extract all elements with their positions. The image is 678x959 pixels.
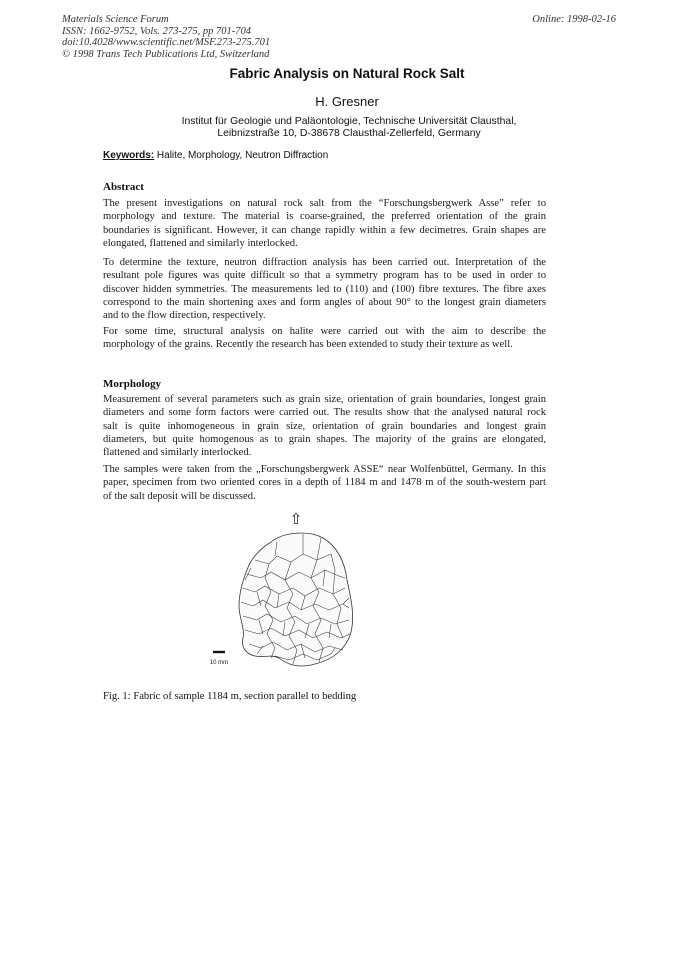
text-line: correspond to the main shortening axes and form angles of about 90° to the longest grain diameters — [103, 296, 546, 308]
keywords-label: Keywords: — [103, 150, 155, 161]
doi-line: doi:10.4028/www.scientific.net/MSF.273-275.701 — [62, 37, 271, 49]
text-line: of the salt deposit will be discussed. — [103, 490, 256, 502]
morphology-paragraph-2 — [103, 463, 546, 503]
text-line: and to the flow direction, respectively. — [103, 310, 266, 322]
text-line: salt is quite inhomogeneous in grain size, orientation of grain boundaries and longest grain — [103, 420, 546, 432]
text-line: boundaries is significant. However, it can change rapidly within a few decimetres. Grain shapes are — [103, 224, 546, 236]
abstract-heading: Abstract — [103, 181, 144, 193]
morphology-heading: Morphology — [103, 378, 162, 390]
text-line: The samples were taken from the „Forschungsbergwerk ASSE“ near Wolfenbüttel, Germany. In this — [103, 464, 546, 475]
text-line: To determine the texture, neutron diffraction analysis has been carried out. Interpretation of the — [103, 257, 546, 268]
figure-1 — [205, 508, 375, 680]
text-line: flattened and similarly interlocked. — [103, 447, 252, 459]
abstract-paragraph-3 — [103, 325, 546, 352]
figure-caption: Fig. 1: Fabric of sample 1184 m, section parallel to bedding — [103, 691, 357, 702]
author-name: H. Gresner — [315, 94, 379, 109]
online-date: Online: 1998-02-16 — [532, 14, 616, 25]
text-line: Measurement of several parameters such as grain size, orientation of grain boundaries, longest grain — [103, 394, 546, 405]
affiliation — [10, 116, 678, 140]
grain-fabric-drawing — [205, 508, 375, 680]
text-line: morphology and texture. The material is coarse-grained, the preferred orientation of the grain — [103, 211, 546, 223]
keywords-value: Halite, Morphology, Neutron Diffraction — [156, 150, 329, 161]
morphology-paragraph-1 — [103, 393, 546, 459]
abstract-paragraph-2 — [103, 256, 546, 322]
affiliation-line-1: Institut für Geologie und Paläontologie, Technische Universität Clausthal, — [181, 116, 517, 127]
text-line: The present investigations on natural rock salt from the “Forschungsbergwerk Asse” refer to — [103, 198, 546, 209]
text-line: morphology of the grains. Recently the research has been extended to study their texture as well. — [103, 339, 513, 351]
orientation-arrow-icon: ⇧ — [289, 510, 303, 528]
copyright-line: © 1998 Trans Tech Publications Ltd, Switzerland — [62, 48, 270, 60]
scale-bar-label: 10 mm — [209, 660, 229, 666]
paper-title: Fabric Analysis on Natural Rock Salt — [229, 66, 465, 81]
text-line: discover hidden symmetries. The measurements led to (110) and (100) fibre textures. The fibre axes — [103, 283, 546, 295]
abstract-paragraph-1 — [103, 197, 546, 250]
text-line: paper, specimen from two oriented cores in a depth of 1184 m and 1478 m of the south-western part — [103, 477, 546, 489]
text-line: diameters, but quite homogenous as to grain shapes. The majority of the grains are elongated, — [103, 433, 546, 445]
issn-line: ISSN: 1662-9752, Vols. 273-275, pp 701-704 — [62, 25, 251, 37]
publication-metadata — [62, 14, 270, 60]
keywords — [103, 150, 328, 161]
text-line: resultant pole figures was quite difficult so that a symmetry program has to be used in order to — [103, 270, 546, 282]
text-line: elongated, flattened and similarly interlocked. — [103, 237, 298, 249]
text-line: For some time, structural analysis on halite were carried out with the aim to describe the — [103, 326, 546, 337]
affiliation-line-2: Leibnizstraße 10, D-38678 Clausthal-Zellerfeld, Germany — [217, 128, 481, 140]
text-line: diameters and some form factors were carried out. The results show that the analysed natural rock — [103, 407, 546, 419]
journal-name: Materials Science Forum — [62, 14, 169, 25]
